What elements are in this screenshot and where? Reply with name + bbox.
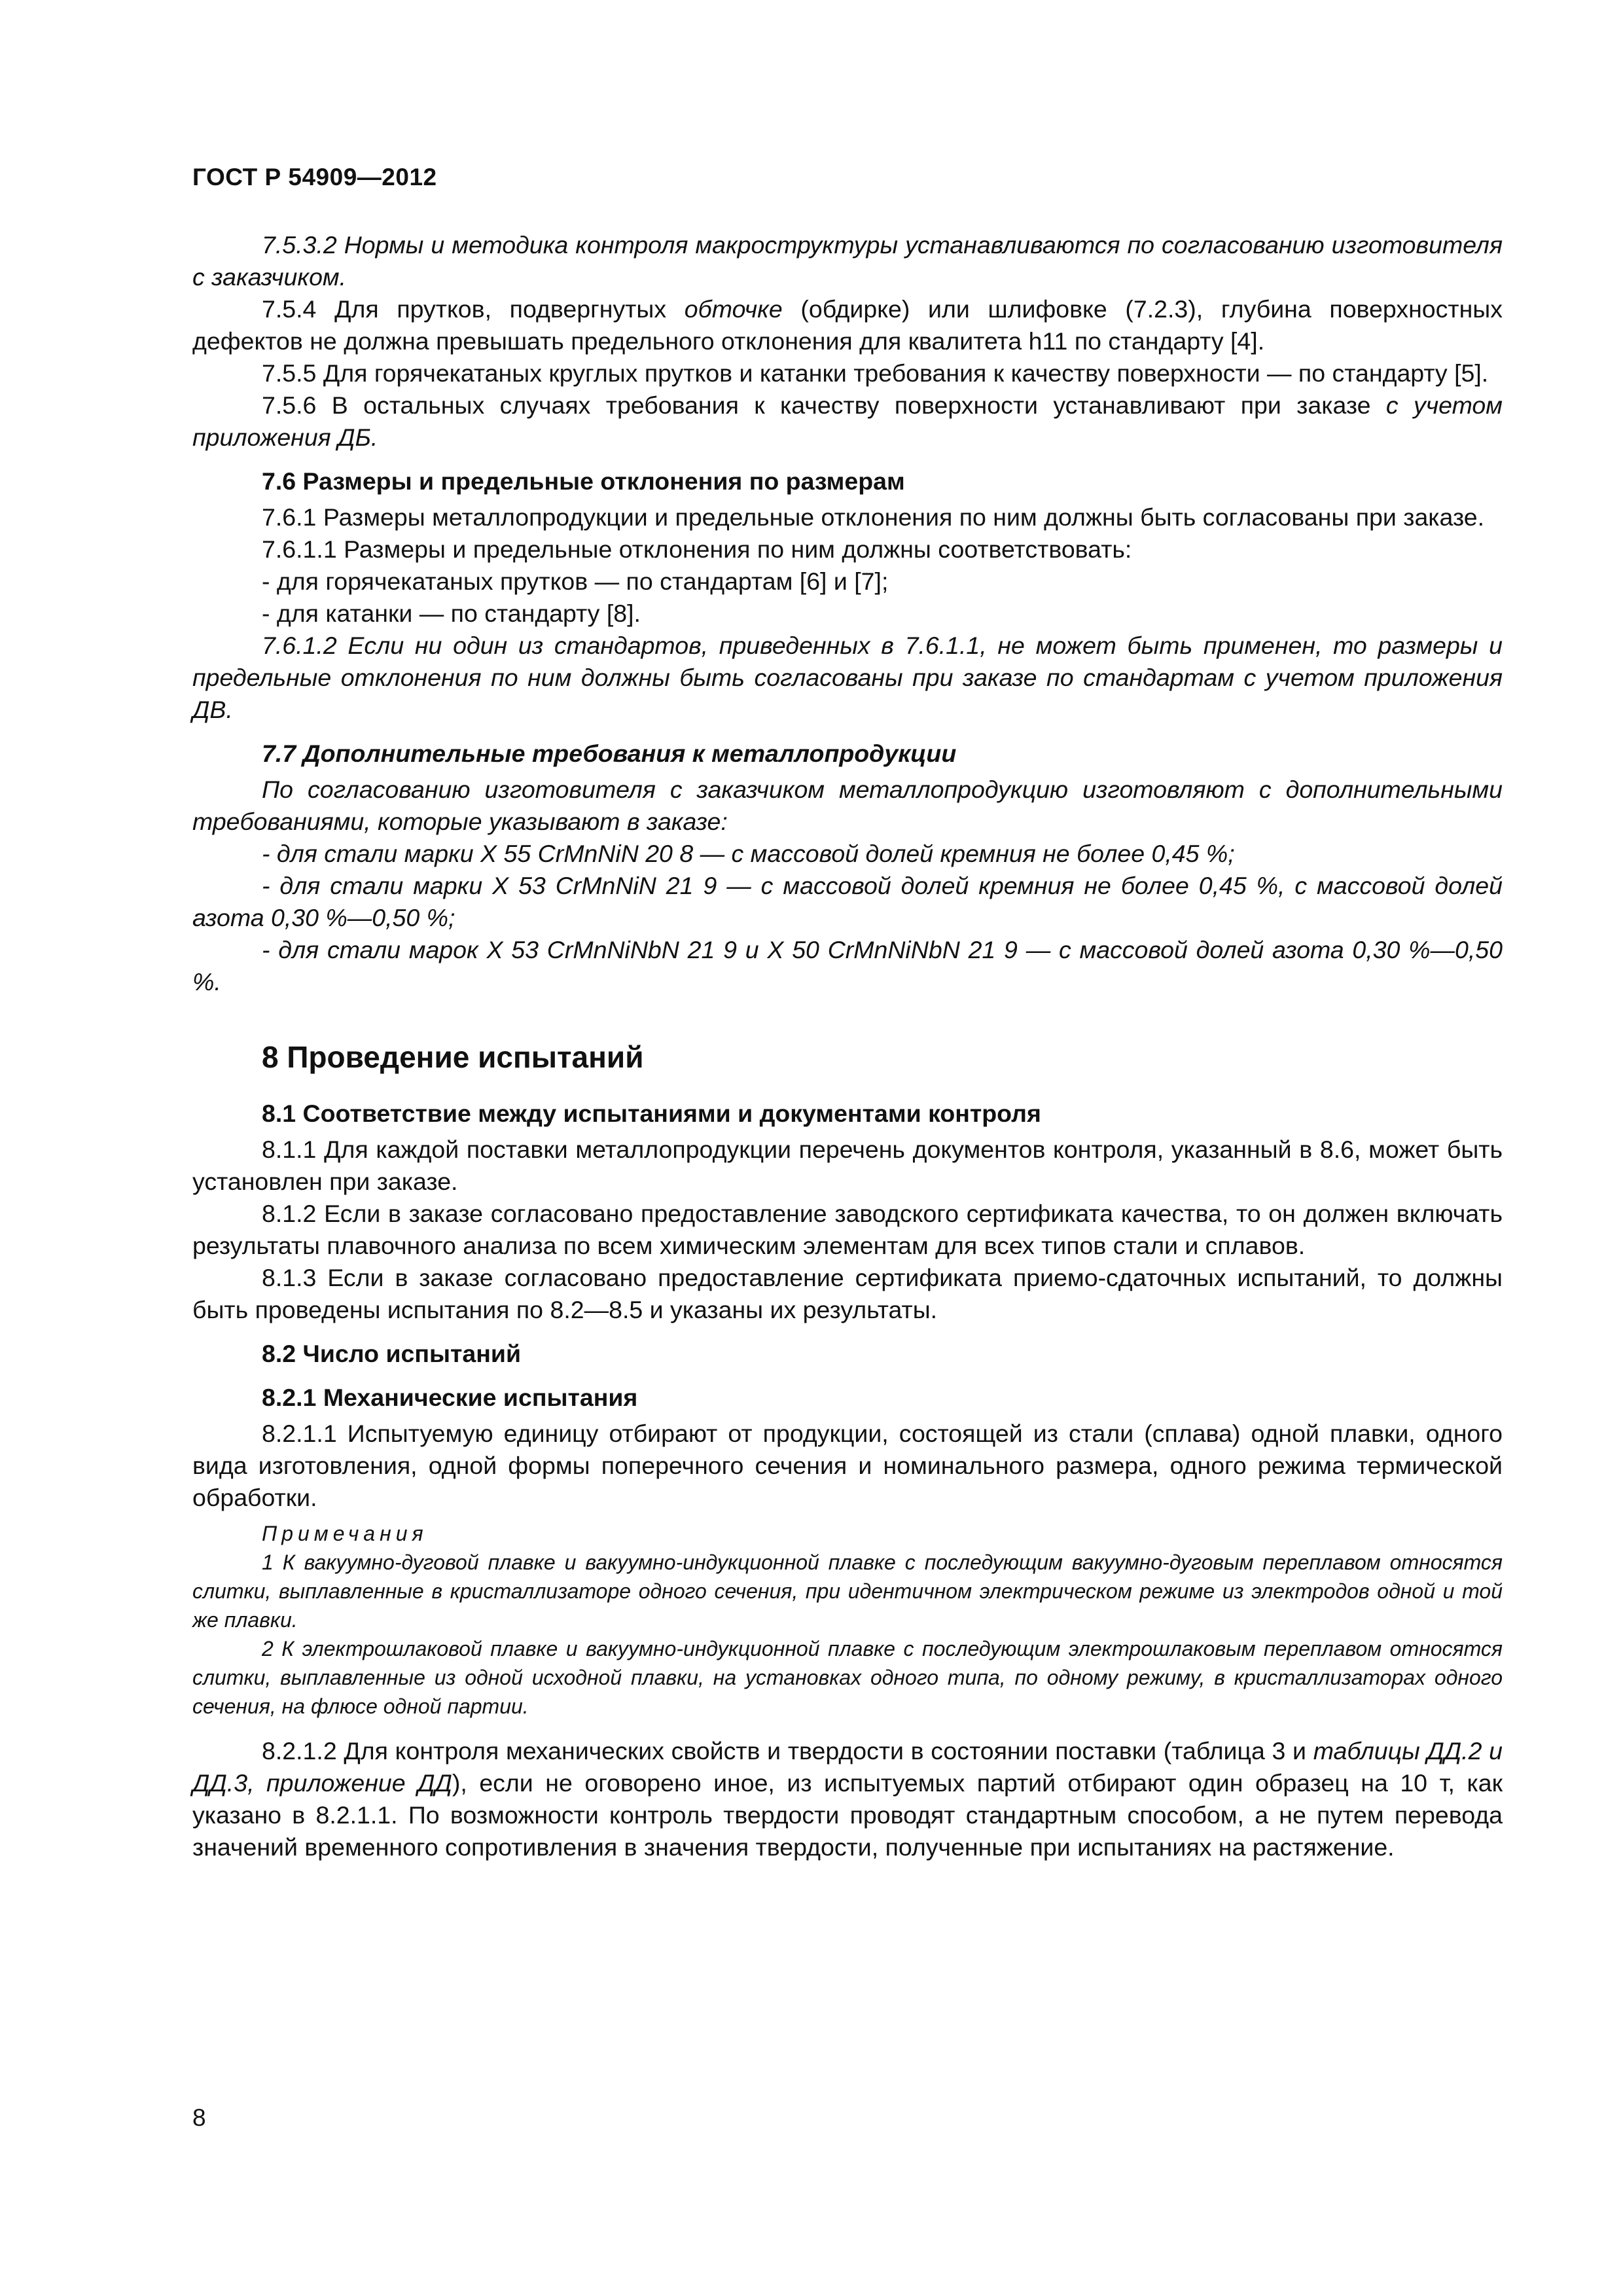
document-header: ГОСТ Р 54909—2012: [192, 164, 437, 190]
spacer: [192, 1721, 1503, 1735]
paragraph-7-6-1-1: 7.6.1.1 Размеры и предельные отклонения по ним должны соответствовать:: [262, 535, 1132, 563]
heading-7-7: 7.7 Дополнительные требования к металлопродукции: [262, 740, 957, 767]
list-item: - для стали марок X 53 CrMnNiNbN 21 9 и X 50 CrMnNiNbN 21 9 — с массовой долей азота 0,30 %—0,50 %.: [192, 936, 1503, 996]
paragraph-8-2-1-1: 8.2.1.1 Испытуемую единицу отбирают от продукции, состоящей из стали (сплава) одной плавки, одного вида изготовления, одной формы поперечного сечения и номинального размера, одного режима термической обработки.: [192, 1420, 1503, 1511]
list-item: - для стали марки X 53 CrMnNiN 21 9 — с массовой долей кремния не более 0,45 %, с массовой долей азота 0,30 %—0,50 %;: [192, 872, 1503, 931]
notes-title: Примечания: [262, 1522, 428, 1545]
paragraph-7-5-5: 7.5.5 Для горячекатаных круглых прутков и катанки требования к качеству поверхности — по стандарту [5].: [262, 359, 1489, 387]
document-body: [192, 229, 1503, 1863]
paragraph-7-7: По согласованию изготовителя с заказчиком металлопродукцию изготовляют с дополнительными требованиями, которые указывают в заказе:: [192, 776, 1503, 835]
heading-8-2-1: 8.2.1 Механические испытания: [262, 1384, 638, 1411]
list-item: - для стали марки X 55 CrMnNiN 20 8 — с массовой долей кремния не более 0,45 %;: [262, 840, 1235, 867]
list-item: - для горячекатаных прутков — по стандартам [6] и [7];: [262, 567, 889, 595]
list-item: - для катанки — по стандарту [8].: [262, 600, 641, 627]
paragraph-8-1-1: 8.1.1 Для каждой поставки металлопродукции перечень документов контроля, указанный в 8.6, может быть установлен при заказе.: [192, 1136, 1503, 1195]
paragraph-7-5-4: 7.5.4 Для прутков, подвергнутых обточке (обдирке) или шлифовке (7.2.3), глубина поверхностных дефектов не должна превышать предельного отклонения для квалитета h11 по стандарту [4].: [192, 295, 1503, 355]
note-2: 2 К электрошлаковой плавке и вакуумно-индукционной плавке с последующим электрошлаковым переплавом относятся слитки, выплавленные из одной исходной плавки, на установках одного типа, по одному режиму, в кристаллизаторах одного сечения, на флюсе одной партии.: [192, 1637, 1503, 1718]
paragraph-7-5-6: 7.5.6 В остальных случаях требования к качеству поверхности устанавливают при заказе с учетом приложения ДБ.: [192, 391, 1503, 451]
paragraph-7-6-1: 7.6.1 Размеры металлопродукции и предельные отклонения по ним должны быть согласованы при заказе.: [262, 503, 1485, 531]
paragraph-7-5-3-2: 7.5.3.2 Нормы и методика контроля макроструктуры устанавливаются по согласованию изготовителя с заказчиком.: [192, 231, 1503, 291]
heading-8-2: 8.2 Число испытаний: [262, 1340, 522, 1367]
section-heading-8: 8 Проведение испытаний: [262, 1040, 644, 1074]
paragraph-8-1-3: 8.1.3 Если в заказе согласовано предоставление сертификата приемо-сдаточных испытаний, то должны быть проведены испытания по 8.2—8.5 и указаны их результаты.: [192, 1264, 1503, 1323]
paragraph-8-1-2: 8.1.2 Если в заказе согласовано предоставление заводского сертификата качества, то он должен включать результаты плавочного анализа по всем химическим элементам для всех типов стали и сплавов.: [192, 1200, 1503, 1259]
note-1: 1 К вакуумно-дуговой плавке и вакуумно-индукционной плавке с последующим вакуумно-дуговым переплавом относятся слитки, выплавленные в кристаллизаторе одного сечения, при идентичном электрическом режиме из электродов одной и той же плавки.: [192, 1551, 1503, 1632]
heading-7-6: 7.6 Размеры и предельные отклонения по размерам: [262, 467, 905, 495]
page-number: 8: [192, 2104, 206, 2131]
heading-8-1: 8.1 Соответствие между испытаниями и документами контроля: [262, 1100, 1041, 1127]
paragraph-8-2-1-2: 8.2.1.2 Для контроля механических свойств и твердости в состоянии поставки (таблица 3 и таблицы ДД.2 и ДД.3, приложение ДД), если не оговорено иное, из испытуемых партий отбирают один образец на 10 т, как указано в 8.2.1.1. По возможности контроль твердости проводят стандартным способом, а не путем перевода значений временного сопротивления в значения твердости, полученные при испытаниях на растяжение.: [192, 1737, 1503, 1861]
paragraph-7-6-1-2: 7.6.1.2 Если ни один из стандартов, приведенных в 7.6.1.1, не может быть применен, то размеры и предельные отклонения по ним должны быть согласованы при заказе по стандартам с учетом приложения ДВ.: [192, 632, 1503, 723]
